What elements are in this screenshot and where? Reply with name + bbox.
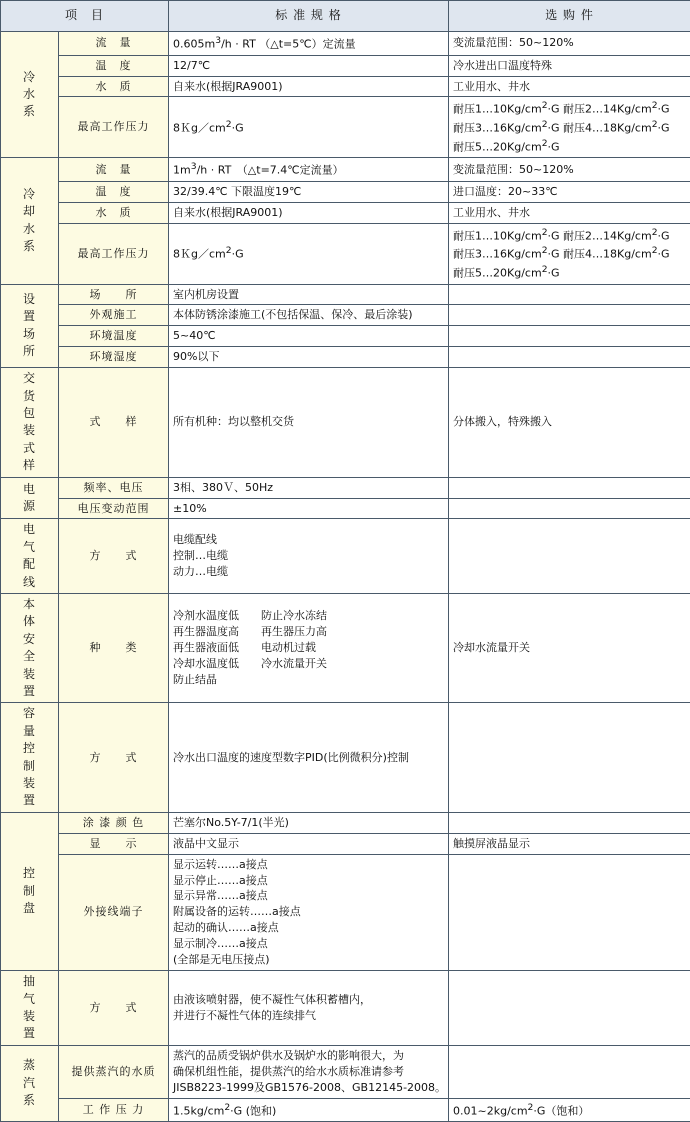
option-value: [449, 284, 690, 305]
table-row: [1, 477, 690, 498]
group-label-10: 蒸 汽 系: [1, 1045, 59, 1121]
table-header-row: [1, 1, 690, 32]
spec-value: 冷剂水温度低 防止冷水冻结 再生器温度高 再生器压力高 再生器液面低 电动机过载 冷却水温度低 冷水流量开关 防止结晶: [169, 594, 449, 703]
sub-item-label: 水 质: [59, 76, 169, 97]
sub-item-label: 电压变动范围: [59, 498, 169, 519]
table-row: [1, 181, 690, 202]
group-label-0: 冷 水 系: [1, 32, 59, 158]
table-row: [1, 833, 690, 854]
spec-value: $1.5kg/cm^2\cdot G$ (饱和): [169, 1098, 449, 1122]
sub-item-label: 方 式: [59, 703, 169, 812]
sub-item-label: 方 式: [59, 971, 169, 1046]
sub-item-label: 温 度: [59, 55, 169, 76]
group-label-6: 本 体 安 全 装 置: [1, 594, 59, 703]
sub-item-label: 工 作 压 力: [59, 1098, 169, 1122]
spec-value: 本体防锈涂漆施工(不包括保温、保冷、最后涂装): [169, 305, 449, 326]
spec-value: 冷水出口温度的速度型数字PID(比例微积分)控制: [169, 703, 449, 812]
table-row: [1, 498, 690, 519]
table-row: [1, 594, 690, 703]
spec-value: 蒸汽的品质受锅炉供水及锅炉水的影响很大，为 确保机组性能，提供蒸汽的给水水质标准请参考 JISB8223-1999及GB1576-2008、GB12145-2008。: [169, 1045, 449, 1098]
table-row: [1, 223, 690, 284]
option-value: 进口温度：20~33℃: [449, 181, 690, 202]
option-value: 变流量范围：50~120%: [449, 158, 690, 182]
option-value: [449, 477, 690, 498]
group-label-7: 容 量 控 制 装 置: [1, 703, 59, 812]
table-row: [1, 32, 690, 56]
spec-value: ±10%: [169, 498, 449, 519]
spec-value: 12/7℃: [169, 55, 449, 76]
option-value: [449, 305, 690, 326]
sub-item-label: 外接线端子: [59, 854, 169, 971]
option-value: [449, 519, 690, 594]
sub-item-label: 环境温度: [59, 326, 169, 347]
option-value: [449, 854, 690, 971]
group-label-1: 冷 却 水 系: [1, 158, 59, 284]
option-value: 耐压$1\dots 10Kg/cm^2\cdot G$ 耐压$2\dots 14Kg/cm^2\cdot G$ 耐压$3\dots 16Kg/cm^2\cdot G$ 耐压$4\dots 18Kg/cm^2\cdot G$ 耐压$5\dots 20Kg/cm^2\cdot G$: [449, 97, 690, 158]
spec-value: 5~40℃: [169, 326, 449, 347]
option-value: 触摸屏液晶显示: [449, 833, 690, 854]
spec-value: 室内机房设置: [169, 284, 449, 305]
sub-item-label: 式 样: [59, 368, 169, 477]
spec-value: 电缆配线 控制…电缆 动力…电缆: [169, 519, 449, 594]
sub-item-label: 水 质: [59, 202, 169, 223]
sub-item-label: 最高工作压力: [59, 97, 169, 158]
spec-value: 所有机种：均以整机交货: [169, 368, 449, 477]
table-row: [1, 1045, 690, 1098]
spec-value: $8Kg/cm^2\cdot G$: [169, 223, 449, 284]
option-value: 工业用水、井水: [449, 76, 690, 97]
option-value: [449, 498, 690, 519]
option-value: 工业用水、井水: [449, 202, 690, 223]
table-row: [1, 97, 690, 158]
spec-value: 3相、380Ｖ、50Hz: [169, 477, 449, 498]
option-value: 耐压$1\dots 10Kg/cm^2\cdot G$ 耐压$2\dots 14Kg/cm^2\cdot G$ 耐压$3\dots 16Kg/cm^2\cdot G$ 耐压$4\dots 18Kg/cm^2\cdot G$ 耐压$5\dots 20Kg/cm^2\cdot G$: [449, 223, 690, 284]
group-label-4: 电 源: [1, 477, 59, 519]
sub-item-label: 方 式: [59, 519, 169, 594]
header-item: 项 目: [1, 1, 169, 32]
sub-item-label: 场 所: [59, 284, 169, 305]
table-row: [1, 812, 690, 833]
spec-value: 由液该喷射器，使不凝性气体积蓄槽内， 并进行不凝性气体的连续排气: [169, 971, 449, 1046]
group-label-5: 电 气 配 线: [1, 519, 59, 594]
table-row: [1, 76, 690, 97]
table-row: [1, 347, 690, 368]
table-row: [1, 158, 690, 182]
table-row: [1, 55, 690, 76]
sub-item-label: 提供蒸汽的水质: [59, 1045, 169, 1098]
spec-value: $8Kg/cm^2\cdot G$: [169, 97, 449, 158]
group-label-8: 控 制 盘: [1, 812, 59, 970]
spec-value: 自来水(根据JRA9001): [169, 202, 449, 223]
option-value: 变流量范围：50~120%: [449, 32, 690, 56]
header-option: 选 购 件: [449, 1, 690, 32]
option-value: [449, 971, 690, 1046]
sub-item-label: 种 类: [59, 594, 169, 703]
option-value: [449, 347, 690, 368]
table-row: [1, 326, 690, 347]
table-row: [1, 971, 690, 1046]
spec-value: $1m^3/h$ · RT （△t=7.4℃定流量）: [169, 158, 449, 182]
spec-value: 显示运转……a接点 显示停止……a接点 显示异常……a接点 附属设备的运转……a接点 起动的确认……a接点 显示制冷……a接点 (全部是无电压接点): [169, 854, 449, 971]
table-row: [1, 202, 690, 223]
table-row: [1, 284, 690, 305]
sub-item-label: 频率、电压: [59, 477, 169, 498]
option-value: [449, 326, 690, 347]
option-value: 分体搬入，特殊搬入: [449, 368, 690, 477]
table-row: [1, 1098, 690, 1122]
sub-item-label: 环境湿度: [59, 347, 169, 368]
spec-value: 90%以下: [169, 347, 449, 368]
option-value: [449, 703, 690, 812]
table-row: [1, 854, 690, 971]
spec-value: 自来水(根据JRA9001): [169, 76, 449, 97]
option-value: 冷却水流量开关: [449, 594, 690, 703]
sub-item-label: 显 示: [59, 833, 169, 854]
option-value: 冷水进出口温度特殊: [449, 55, 690, 76]
spec-value: 32/39.4℃ 下限温度19℃: [169, 181, 449, 202]
table-row: [1, 305, 690, 326]
sub-item-label: 流 量: [59, 158, 169, 182]
group-label-2: 设 置 场 所: [1, 284, 59, 368]
table-body: [1, 32, 690, 1122]
spec-value: 芒塞尔No.5Y-7/1(半光): [169, 812, 449, 833]
table-row: [1, 368, 690, 477]
header-standard-spec: 标 准 规 格: [169, 1, 449, 32]
sub-item-label: 流 量: [59, 32, 169, 56]
option-value: $0.01\sim 2kg/cm^2\cdot G$（饱和）: [449, 1098, 690, 1122]
option-value: [449, 812, 690, 833]
table-row: [1, 703, 690, 812]
group-label-3: 交 货 包 装 式 样: [1, 368, 59, 477]
option-value: [449, 1045, 690, 1098]
table-row: [1, 519, 690, 594]
spec-value: $0.605m^3/h$ · RT （△t=5℃）定流量: [169, 32, 449, 56]
spec-value: 液晶中文显示: [169, 833, 449, 854]
sub-item-label: 最高工作压力: [59, 223, 169, 284]
group-label-9: 抽 气 装 置: [1, 971, 59, 1046]
sub-item-label: 涂 漆 颜 色: [59, 812, 169, 833]
sub-item-label: 外观施工: [59, 305, 169, 326]
sub-item-label: 温 度: [59, 181, 169, 202]
